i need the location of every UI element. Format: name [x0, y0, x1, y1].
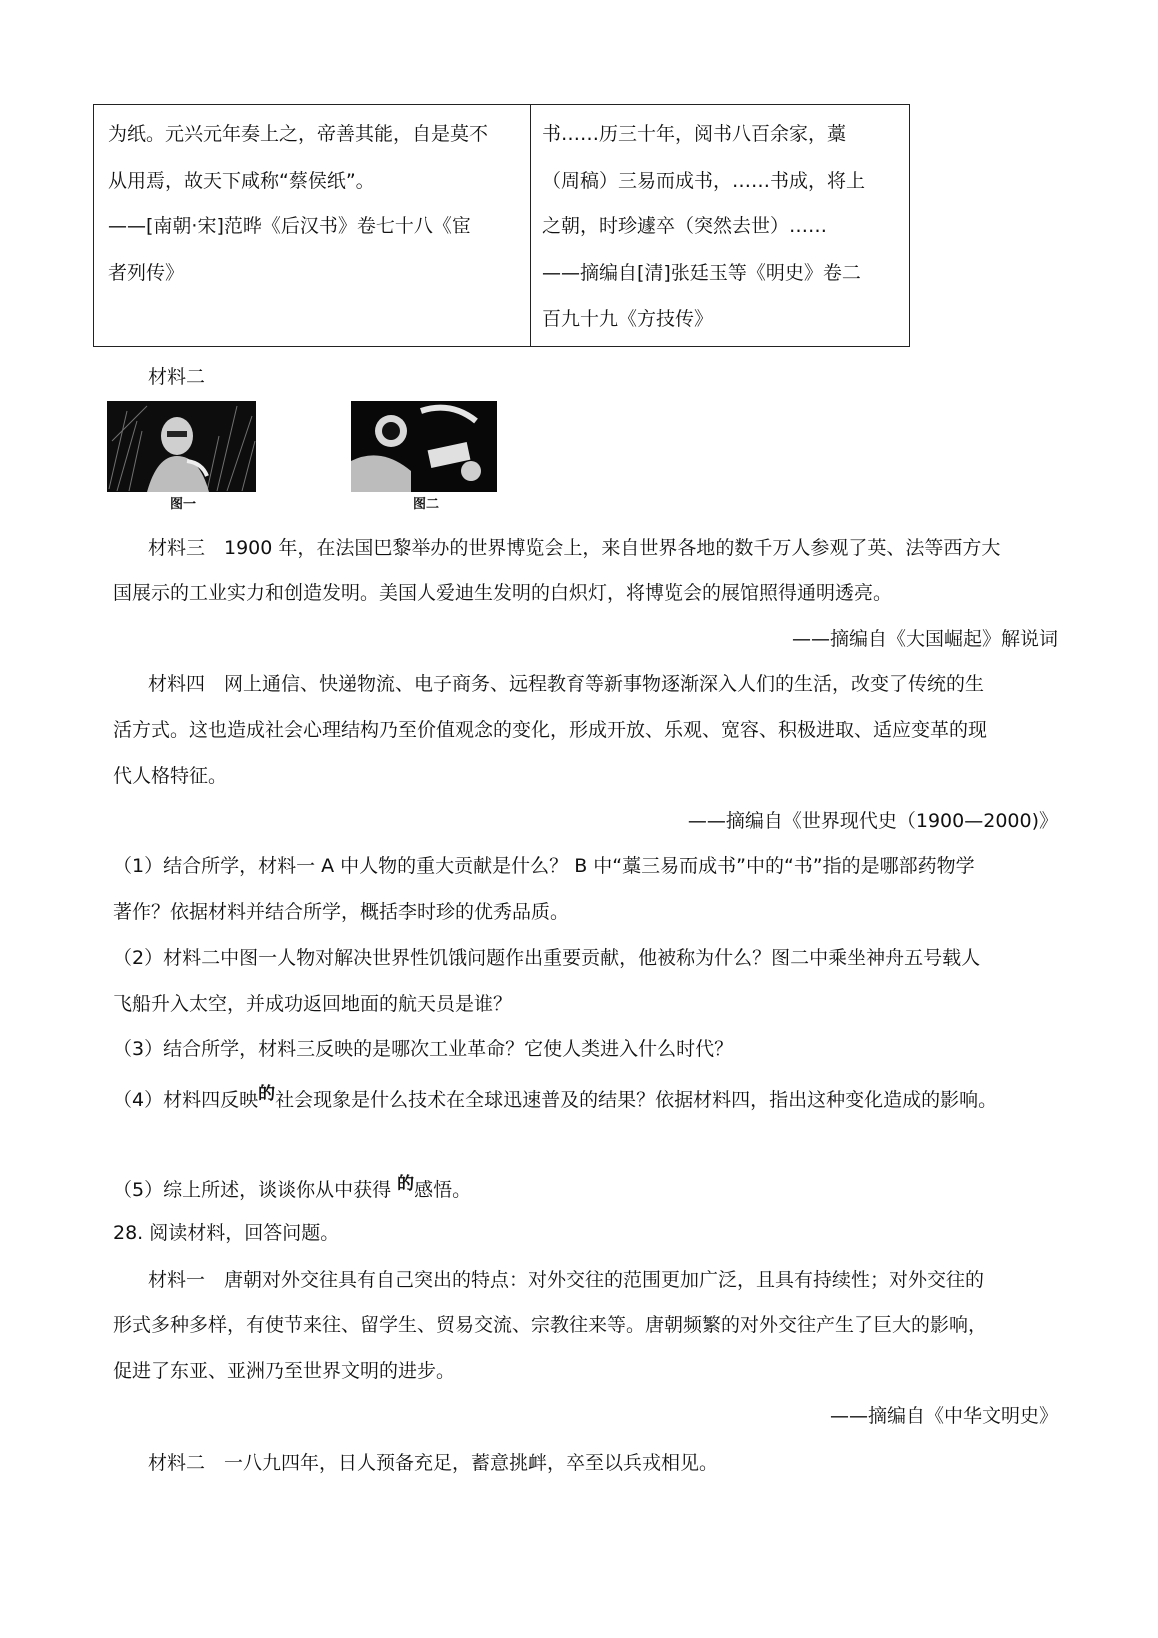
q28-material1-line: 形式多种多样，有使节来往、留学生、贸易交流、宗教往来等。唐朝频繁的对外交往产生了巨大的影响，: [113, 1314, 988, 1336]
question-4: [113, 1085, 997, 1112]
material4-line: 活方式。这也造成社会心理结构乃至价值观念的变化，形成开放、乐观、宽容、积极进取、适应变革的现: [113, 719, 988, 741]
material3-source: ——摘编自《大国崛起》解说词: [791, 628, 1058, 650]
question-28-title: 28. 阅读材料，回答问题。: [113, 1222, 340, 1244]
cell-a-line: 从用焉，故天下咸称“蔡侯纸”。: [108, 170, 375, 192]
material3-line: 材料三 1900 年，在法国巴黎举办的世界博览会上，来自世界各地的数千万人参观了英、法等西方大: [148, 537, 1001, 559]
figure-1-photo: [107, 401, 256, 492]
table-divider: [530, 105, 531, 346]
question-4-part: 的: [258, 1084, 276, 1104]
question-4-part: （4）材料四反映: [113, 1089, 259, 1111]
question-4-part: 社会现象是什么技术在全球迅速普及的结果？依据材料四，指出这种变化造成的影响。: [275, 1089, 998, 1111]
cell-b-line: 百九十九《方技传》: [542, 308, 714, 330]
material4-line: 材料四 网上通信、快递物流、电子商务、远程教育等新事物逐渐深入人们的生活，改变了传统的生: [148, 673, 985, 695]
q28-material1-source: ——摘编自《中华文明史》: [829, 1405, 1058, 1427]
cell-a-line: 者列传》: [108, 262, 185, 284]
question-1-line: （1）结合所学，材料一 A 中人物的重大贡献是什么？ B 中“藁三易而成书”中的“书”指的是哪部药物学: [113, 855, 975, 877]
figure-1-caption: 图一: [170, 497, 197, 512]
material4-source: ——摘编自《世界现代史（1900—2000)》: [687, 810, 1058, 832]
q28-material1-line: 促进了东亚、亚洲乃至世界文明的进步。: [113, 1360, 456, 1382]
material2-label: 材料二: [148, 366, 206, 388]
question-2-line: 飞船升入太空，并成功返回地面的航天员是谁？: [113, 993, 513, 1015]
q28-material2-line: 材料二 一八九四年，日人预备充足，蓄意挑衅，卒至以兵戎相见。: [148, 1452, 719, 1474]
material-one-table: [93, 104, 910, 347]
question-1-line: 著作？依据材料并结合所学，概括李时珍的优秀品质。: [113, 901, 570, 923]
material4-line: 代人格特征。: [113, 765, 228, 787]
cell-b-line: 书……历三十年，阅书八百余家，藁: [542, 123, 847, 145]
question-3: （3）结合所学，材料三反映的是哪次工业革命？它使人类进入什么时代？: [113, 1038, 734, 1060]
figure-2-photo: [351, 401, 497, 492]
q28-material1-line: 材料一 唐朝对外交往具有自己突出的特点：对外交往的范围更加广泛，且具有持续性；对外交往的: [148, 1269, 985, 1291]
cell-b-line: 之朝，时珍遽卒（突然去世）……: [542, 215, 828, 237]
cell-b-line: （周稿）三易而成书，……书成，将上: [542, 170, 866, 192]
cell-a-line: 为纸。元兴元年奏上之，帝善其能，自是莫不: [108, 123, 489, 145]
question-5-part: 的: [397, 1174, 415, 1194]
question-2-line: （2）材料二中图一人物对解决世界性饥饿问题作出重要贡献，他被称为什么？图二中乘坐神舟五号载人: [113, 947, 981, 969]
material3-line: 国展示的工业实力和创造发明。美国人爱迪生发明的白炽灯，将博览会的展馆照得通明透亮。: [113, 582, 893, 604]
question-5-part: （5）综上所述，谈谈你从中获得: [113, 1179, 398, 1201]
question-5-part: 感悟。: [414, 1179, 472, 1201]
cell-a-line: ——[南朝·宋]范晔《后汉书》卷七十八《宦: [108, 215, 471, 237]
cell-b-line: ——摘编自[清]张廷玉等《明史》卷二: [542, 262, 861, 284]
question-5: [113, 1175, 471, 1202]
figure-2-caption: 图二: [413, 497, 440, 512]
